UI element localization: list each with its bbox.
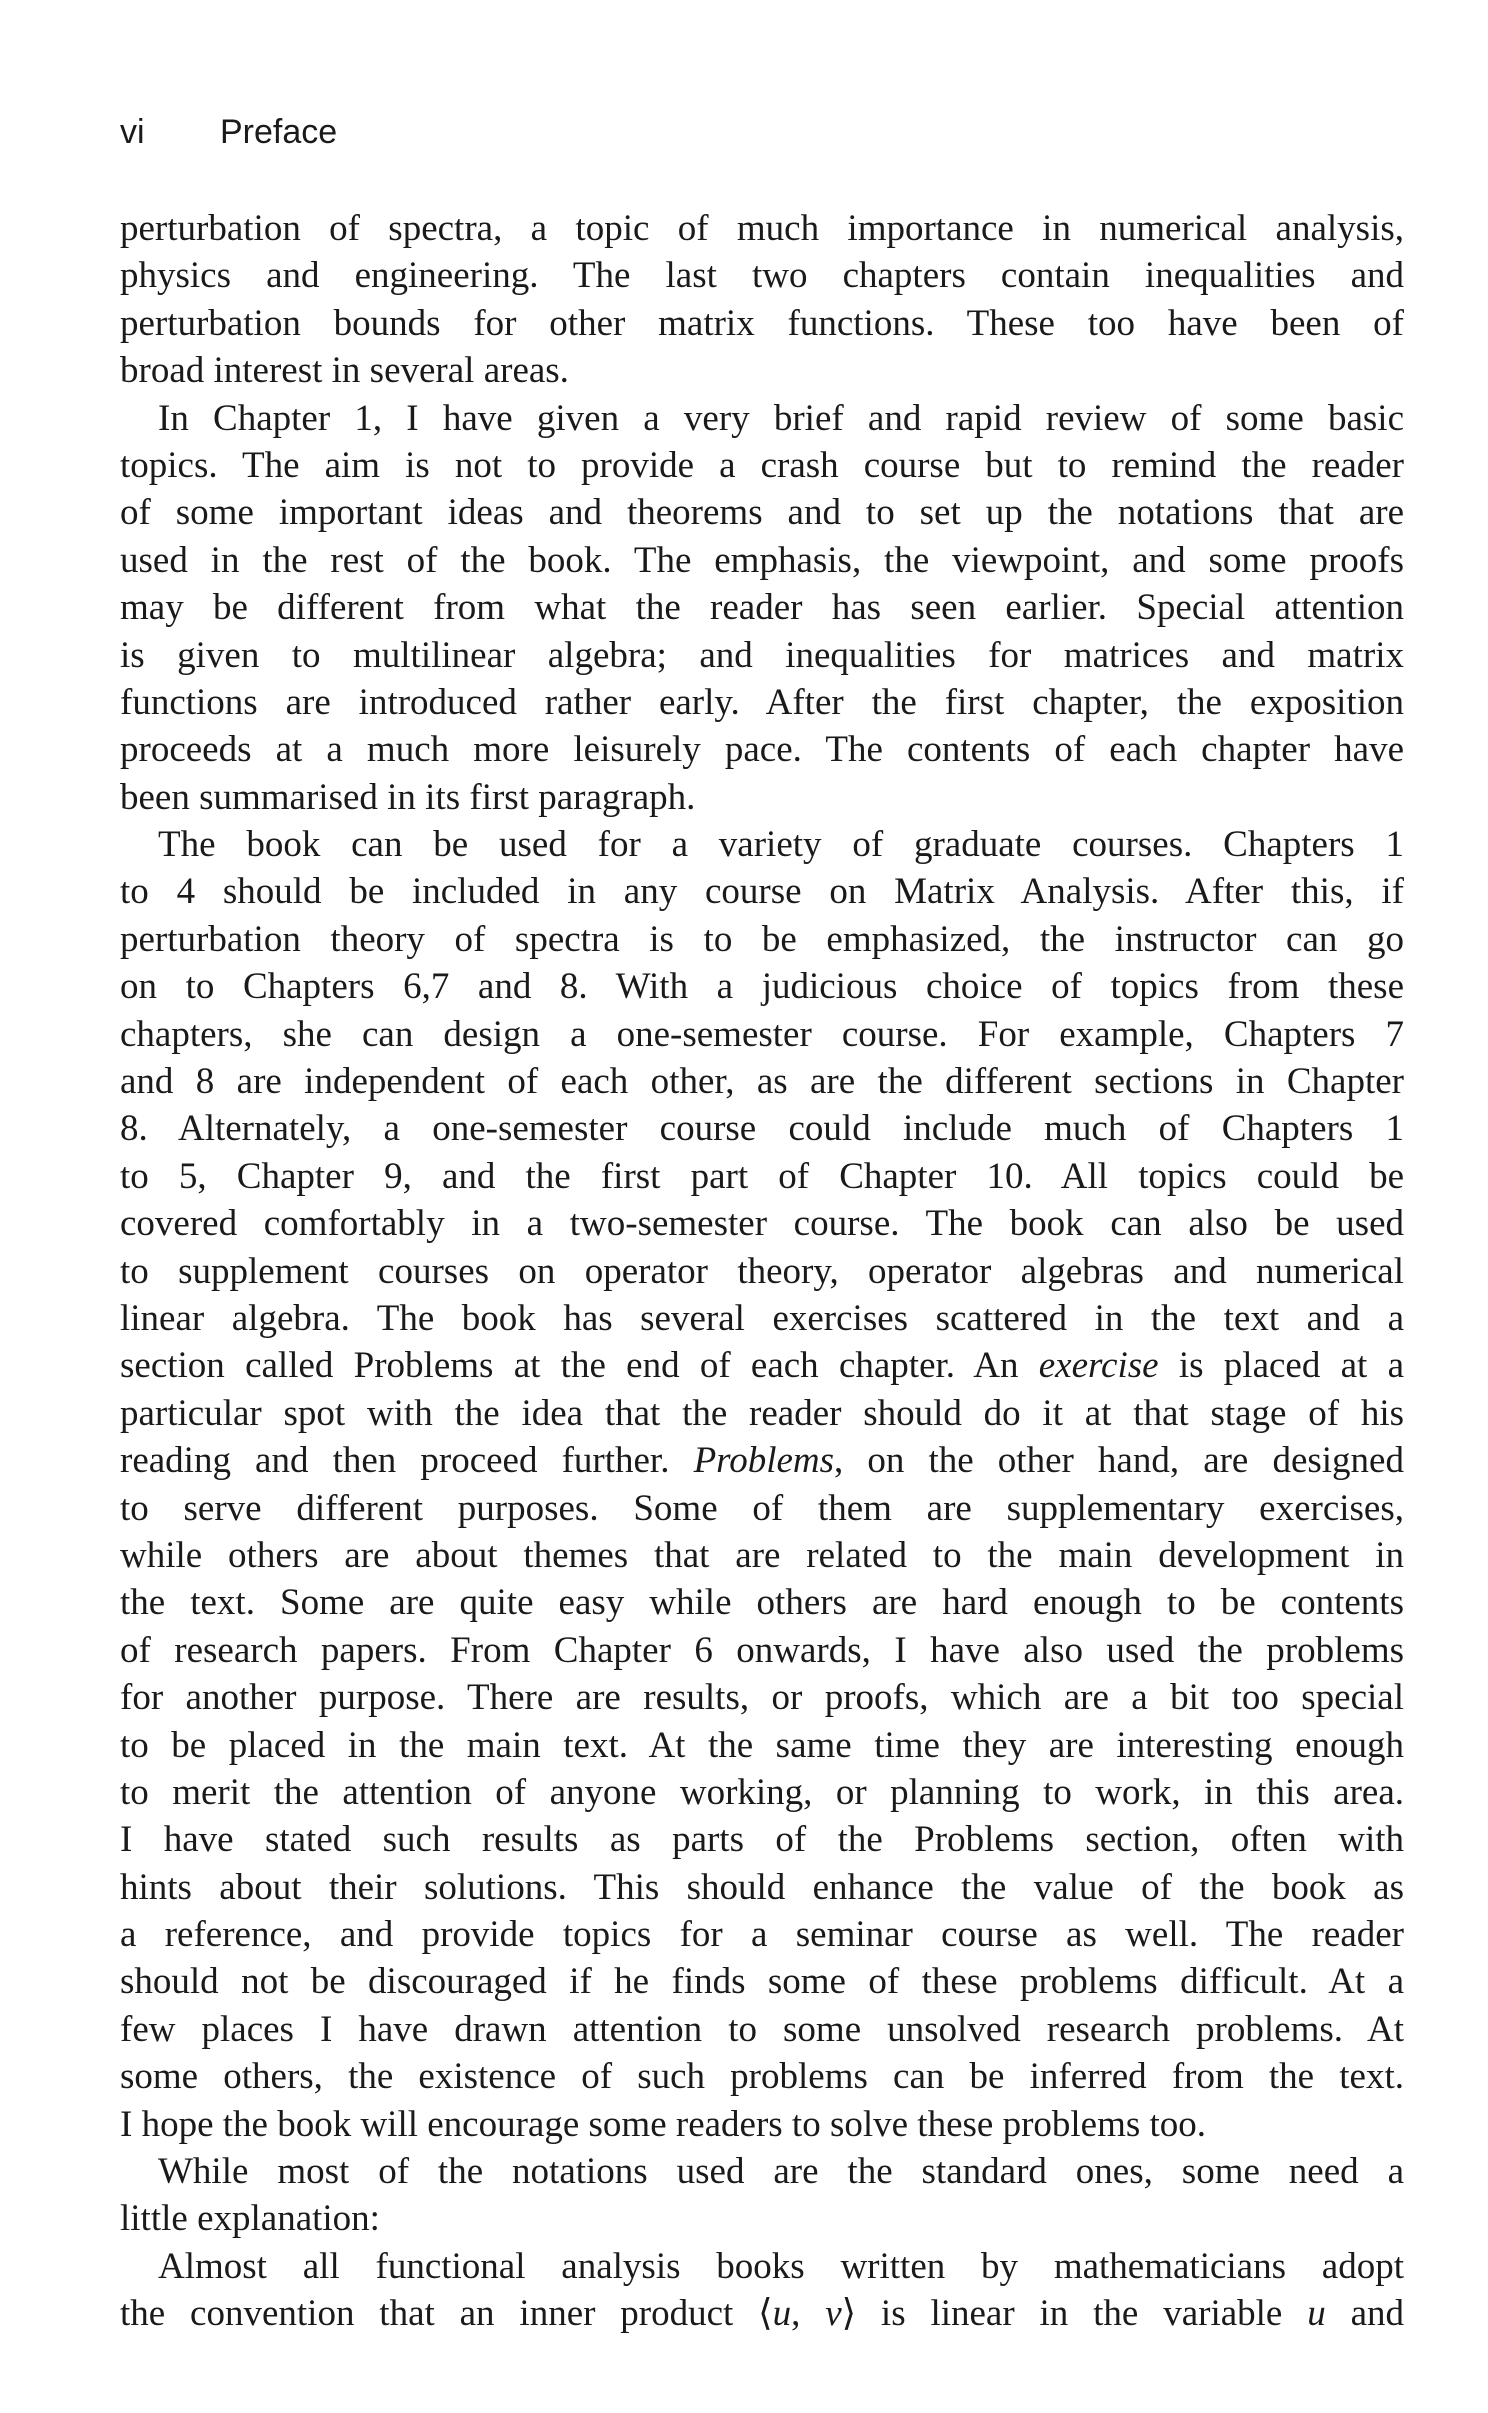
paragraph (120, 395, 1404, 822)
text-line: to be placed in the main text. At the same time they are interesting enough (120, 1724, 1404, 1766)
text-line: to 4 should be included in any course on Matrix Analysis. After this, if (120, 871, 1404, 913)
text-line: linear algebra. The book has several exercises scattered in the text and a (120, 1297, 1404, 1339)
text-line: While most of the notations used are the standard ones, some need a (158, 2151, 1404, 2193)
text-line: broad interest in several areas. (120, 350, 569, 392)
text-line: a reference, and provide topics for a seminar course as well. The reader (120, 1914, 1404, 1956)
text-line: functions are introduced rather early. After the first chapter, the exposition (120, 681, 1404, 723)
text-line: In Chapter 1, I have given a very brief and rapid review of some basic (158, 397, 1404, 439)
text-line: physics and engineering. The last two chapters contain inequalities and (120, 255, 1404, 297)
text-line: Almost all functional analysis books written by mathematicians adopt (158, 2245, 1404, 2287)
text-line: perturbation bounds for other matrix functions. These too have been of (120, 302, 1404, 344)
text-line: perturbation theory of spectra is to be emphasized, the instructor can go (120, 918, 1404, 960)
text-line: the convention that an inner product ⟨u, v⟩ is linear in the variable u and (120, 2293, 1404, 2335)
page-number: vi (120, 113, 145, 151)
text-line: to merit the attention of anyone working, or planning to work, in this area. (120, 1771, 1404, 1813)
text-line: on to Chapters 6,7 and 8. With a judicious choice of topics from these (120, 966, 1404, 1008)
paragraph (120, 205, 1404, 395)
text-line: perturbation of spectra, a topic of much importance in numerical analysis, (120, 208, 1404, 249)
text-line: chapters, she can design a one-semester course. For example, Chapters 7 (120, 1013, 1404, 1055)
text-line: to supplement courses on operator theory, operator algebras and numerical (120, 1250, 1404, 1292)
paragraph (120, 2148, 1404, 2243)
text-line: may be different from what the reader has seen earlier. Special attention (120, 587, 1404, 629)
text-line: hints about their solutions. This should enhance the value of the book as (120, 1866, 1404, 1908)
text-line: should not be discouraged if he finds some of these problems difficult. At a (120, 1961, 1404, 2003)
text-line: some others, the existence of such problems can be inferred from the text. (120, 2056, 1404, 2098)
text-line: few places I have drawn attention to some unsolved research problems. At (120, 2008, 1404, 2050)
paragraph (120, 821, 1404, 2148)
text-line: 8. Alternately, a one-semester course could include much of Chapters 1 (120, 1108, 1404, 1150)
running-head (120, 112, 337, 152)
text-line: little explanation: (120, 2198, 380, 2240)
body-text (120, 205, 1404, 2338)
text-line: covered comfortably in a two-semester course. The book can also be used (120, 1203, 1404, 1245)
text-line: been summarised in its first paragraph. (120, 776, 696, 818)
text-line: and 8 are independent of each other, as are the different sections in Chapter (120, 1061, 1404, 1103)
running-title: Preface (220, 113, 338, 151)
text-line: section called Problems at the end of each chapter. An exercise is placed at a (120, 1345, 1404, 1387)
paragraph (120, 2243, 1404, 2338)
text-line: the text. Some are quite easy while others are hard enough to be contents (120, 1582, 1404, 1624)
text-line: proceeds at a much more leisurely pace. The contents of each chapter have (120, 729, 1404, 771)
text-line: particular spot with the idea that the reader should do it at that stage of his (120, 1392, 1404, 1434)
text-line: of research papers. From Chapter 6 onwards, I have also used the problems (120, 1629, 1404, 1671)
text-line: is given to multilinear algebra; and inequalities for matrices and matrix (120, 634, 1404, 676)
text-line: for another purpose. There are results, or proofs, which are a bit too special (120, 1677, 1404, 1719)
text-line: I hope the book will encourage some readers to solve these problems too. (120, 2103, 1207, 2145)
text-line: I have stated such results as parts of the Problems section, often with (120, 1819, 1404, 1861)
text-line: while others are about themes that are related to the main development in (120, 1534, 1404, 1576)
text-line: used in the rest of the book. The emphasis, the viewpoint, and some proofs (120, 539, 1404, 581)
text-line: to serve different purposes. Some of them are supplementary exercises, (120, 1487, 1404, 1529)
text-line: The book can be used for a variety of graduate courses. Chapters 1 (158, 824, 1404, 866)
text-line: reading and then proceed further. Problems, on the other hand, are designed (120, 1440, 1404, 1482)
text-line: topics. The aim is not to provide a crash course but to remind the reader (120, 444, 1404, 486)
text-line: of some important ideas and theorems and to set up the notations that are (120, 492, 1404, 534)
text-line: to 5, Chapter 9, and the first part of Chapter 10. All topics could be (120, 1155, 1404, 1197)
